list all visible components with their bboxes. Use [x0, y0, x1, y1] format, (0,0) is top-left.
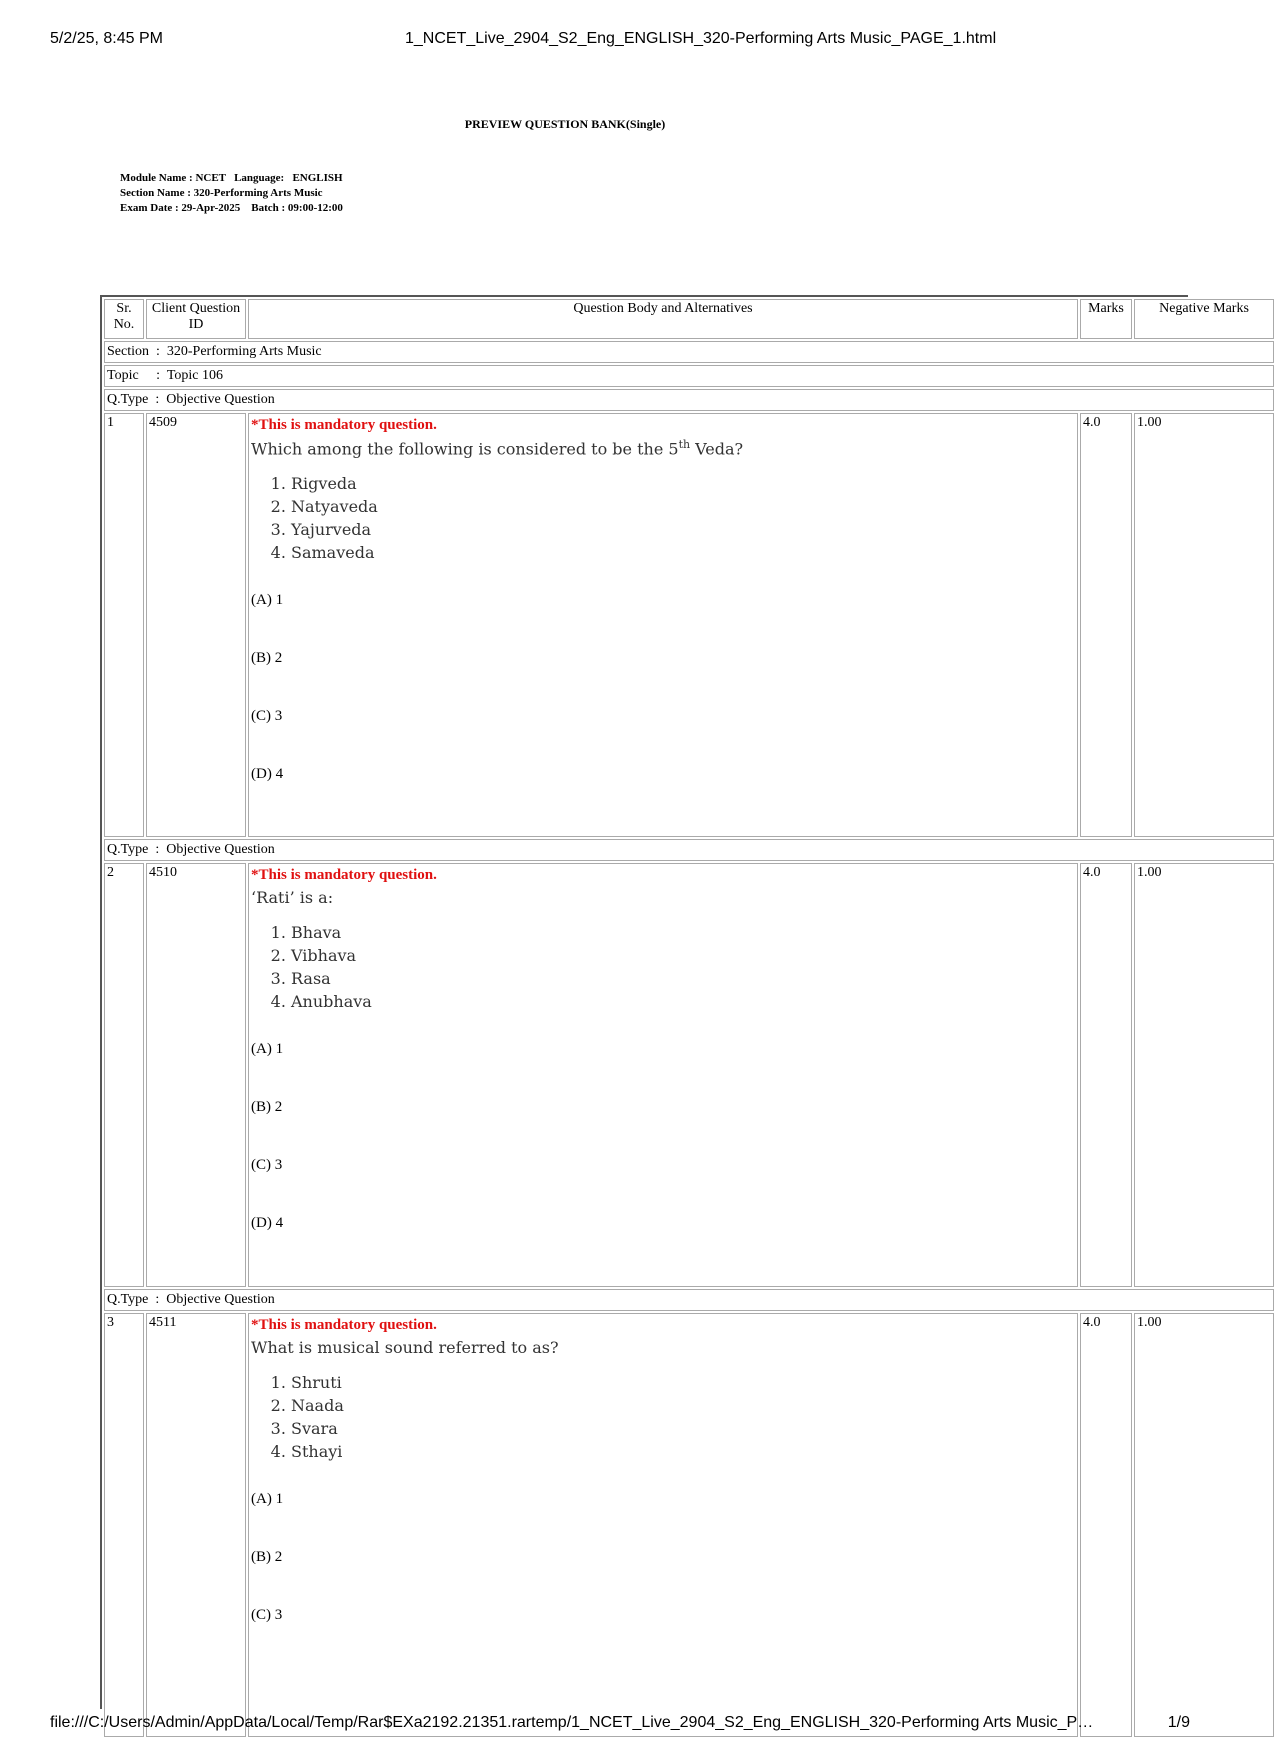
alternatives — [251, 1491, 1075, 1665]
alternative-d: (D) 4 — [251, 766, 284, 783]
alternatives — [251, 1041, 1075, 1249]
question-stem: ‘Rati’ is a: — [251, 888, 334, 907]
option-item: 2. Natyaveda — [291, 495, 1075, 518]
mandatory-note: *This is mandatory question. — [251, 1317, 437, 1333]
qtype-row: Q.Type : Objective Question — [104, 389, 1274, 411]
section-row: Section : 320-Performing Arts Music — [104, 341, 1274, 363]
question-stem: What is musical sound referred to as? — [251, 1338, 559, 1357]
option-item: 1. Shruti — [291, 1371, 1075, 1394]
section-name-line: Section Name : 320-Performing Arts Music — [120, 187, 323, 199]
question-negative-marks: 1.00 — [1134, 413, 1274, 837]
question-sr-no: 3 — [104, 1313, 144, 1737]
alternative-c: (C) 3 — [251, 1157, 283, 1173]
question-body — [248, 1313, 1078, 1737]
print-footer — [50, 1714, 1190, 1736]
alternative-d: (D) 4 — [251, 1215, 284, 1231]
question-table-viewport — [100, 295, 1249, 1709]
question-row — [104, 1313, 1274, 1737]
option-item: 1. Bhava — [291, 921, 1075, 944]
question-client-id: 4509 — [146, 413, 246, 837]
page-title: PREVIEW QUESTION BANK(Single) — [464, 117, 666, 131]
question-client-id: 4510 — [146, 863, 246, 1287]
option-item: 2. Naada — [291, 1394, 1075, 1417]
question-row — [104, 413, 1274, 837]
option-item: 1. Rigveda — [291, 472, 1075, 495]
question-sr-no: 1 — [104, 413, 144, 837]
print-datetime: 5/2/25, 8:45 PM — [50, 30, 163, 47]
question-marks: 4.0 — [1080, 413, 1132, 837]
alternative-a: (A) 1 — [251, 1491, 284, 1507]
qtype-row: Q.Type : Objective Question — [104, 1289, 1274, 1311]
question-body — [248, 413, 1078, 837]
print-page-number: 1/9 — [1167, 1714, 1190, 1731]
question-marks: 4.0 — [1080, 1313, 1132, 1737]
alternative-a: (A) 1 — [251, 1041, 284, 1057]
print-header — [50, 30, 1190, 52]
exam-date-batch-line: Exam Date : 29-Apr-2025 Batch : 09:00-12:00 — [120, 202, 343, 214]
alternative-c: (C) 3 — [251, 1607, 283, 1623]
option-item: 3. Rasa — [291, 967, 1075, 990]
header-client-question-id: Client Question ID — [146, 299, 246, 339]
alternative-b: (B) 2 — [251, 1549, 283, 1565]
question-negative-marks: 1.00 — [1134, 863, 1274, 1287]
header-sr-no: Sr. No. — [104, 299, 144, 339]
question-client-id: 4511 — [146, 1313, 246, 1737]
header-question-body: Question Body and Alternatives — [248, 299, 1078, 339]
question-table — [102, 297, 1276, 1739]
alternative-b: (B) 2 — [251, 650, 283, 667]
option-item: 4. Sthayi — [291, 1440, 1075, 1463]
mandatory-note: *This is mandatory question. — [251, 417, 437, 433]
print-doc-title: 1_NCET_Live_2904_S2_Eng_ENGLISH_320-Performing Arts Music_PAGE_1.html — [405, 30, 997, 47]
mandatory-note: *This is mandatory question. — [251, 867, 437, 883]
alternative-a: (A) 1 — [251, 592, 284, 609]
topic-row: Topic : Topic 106 — [104, 365, 1274, 387]
option-item: 4. Anubhava — [291, 990, 1075, 1013]
module-language-line: Module Name : NCET Language: ENGLISH — [120, 172, 343, 184]
alternative-b: (B) 2 — [251, 1099, 283, 1115]
option-item: 4. Samaveda — [291, 541, 1075, 564]
exam-meta — [120, 171, 343, 216]
option-list — [251, 1371, 1075, 1463]
question-sr-no: 2 — [104, 863, 144, 1287]
question-stem: Which among the following is considered to be the 5th Veda? — [251, 438, 744, 459]
print-file-url: file:///C:/Users/Admin/AppData/Local/Temp/Rar$EXa2192.21351.rartemp/1_NCET_Live_2904_S2_Eng_ENGLISH_320-Performing Arts Music_P… — [50, 1714, 1094, 1731]
option-list — [251, 472, 1075, 564]
question-negative-marks: 1.00 — [1134, 1313, 1274, 1737]
qtype-row: Q.Type : Objective Question — [104, 839, 1274, 861]
alternative-c: (C) 3 — [251, 708, 283, 725]
question-row — [104, 863, 1274, 1287]
question-marks: 4.0 — [1080, 863, 1132, 1287]
alternatives — [251, 592, 1075, 800]
option-item: 3. Svara — [291, 1417, 1075, 1440]
header-marks: Marks — [1080, 299, 1132, 339]
option-item: 2. Vibhava — [291, 944, 1075, 967]
table-header-row — [104, 299, 1274, 339]
question-body — [248, 863, 1078, 1287]
option-item: 3. Yajurveda — [291, 518, 1075, 541]
option-list — [251, 921, 1075, 1013]
header-negative-marks: Negative Marks — [1134, 299, 1274, 339]
